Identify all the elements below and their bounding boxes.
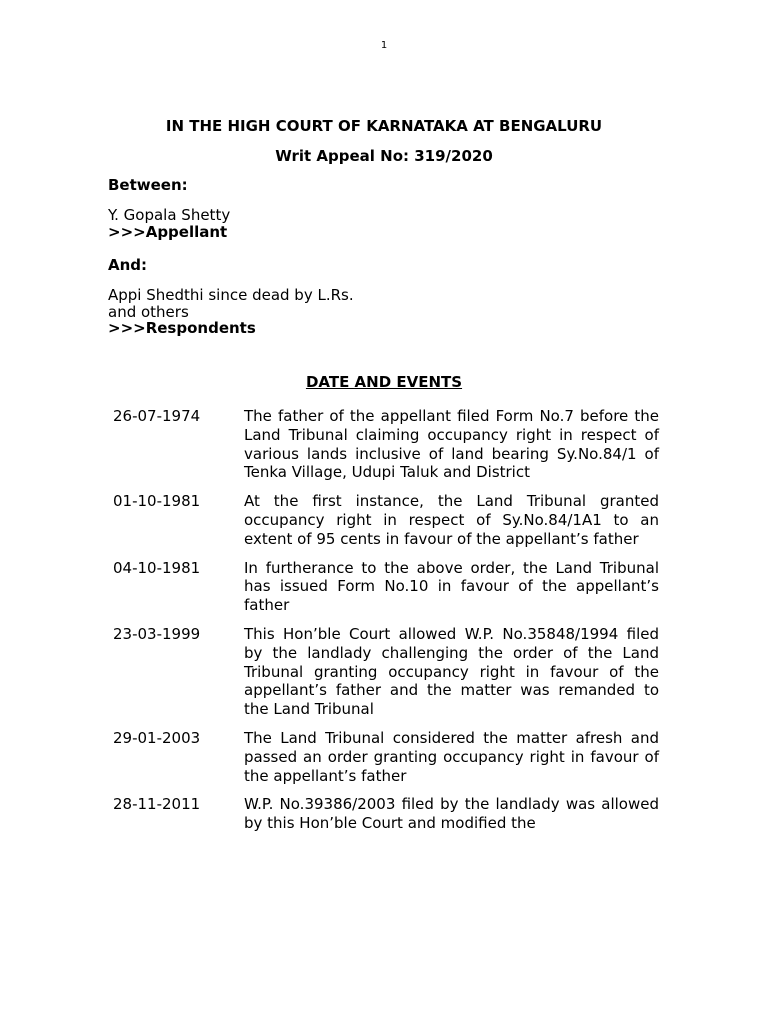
appellant-name: Y. Gopala Shetty: [108, 206, 231, 224]
event-text: This Hon’ble Court allowed W.P. No.35848/1994 filed by the landlady challenging the order of the Land Tribunal granting occupancy right in favour of the appellant’s father and the matter was remanded to the Land Tribunal: [244, 624, 659, 719]
event-date: 23-03-1999: [113, 624, 201, 643]
event-date: 01-10-1981: [113, 492, 201, 511]
event-text: The father of the appellant filed Form No.7 before the Land Tribunal claiming occupancy right in respect of various lands inclusive of land bearing Sy.No.84/1 of Tenka Village, Udupi Taluk and District: [244, 407, 659, 482]
event-row: [113, 729, 659, 785]
appellant-role: >>>Appellant: [108, 222, 228, 241]
page-number: 1: [380, 40, 388, 51]
events-list: [113, 407, 659, 843]
event-date: 28-11-2011: [113, 795, 201, 814]
event-date: 04-10-1981: [113, 558, 201, 577]
appellant-block: [108, 207, 230, 240]
event-date: 26-07-1974: [113, 407, 201, 425]
event-date: 29-01-2003: [113, 728, 201, 747]
respondents-block: [108, 287, 354, 337]
court-title: IN THE HIGH COURT OF KARNATAKA AT BENGALURU: [165, 117, 603, 135]
respondents-line-1: Appi Shedthi since dead by L.Rs.: [108, 286, 354, 304]
between-label: Between:: [108, 176, 188, 194]
respondents-role: >>>Respondents: [108, 319, 256, 337]
and-label: And:: [108, 256, 148, 274]
event-row: [113, 492, 659, 548]
event-text: The Land Tribunal considered the matter afresh and passed an order granting occupancy right in favour of the appellant’s father: [244, 728, 659, 785]
event-text: W.P. No.39386/2003 filed by the landlady was allowed by this Hon’ble Court and modified the: [244, 795, 659, 833]
events-heading: DATE AND EVENTS: [305, 373, 463, 391]
event-row: [113, 407, 659, 482]
event-text: At the first instance, the Land Tribunal granted occupancy right in respect of Sy.No.84/1A1 to an extent of 95 cents in favour of the appellant’s father: [244, 492, 659, 548]
event-row: [113, 795, 659, 833]
respondents-line-2: and others: [108, 302, 189, 321]
event-row: [113, 625, 659, 719]
event-row: [113, 559, 659, 615]
appeal-number: Writ Appeal No: 319/2020: [275, 147, 493, 165]
event-text: In furtherance to the above order, the Land Tribunal has issued Form No.10 in favour of the appellant’s father: [244, 558, 659, 615]
